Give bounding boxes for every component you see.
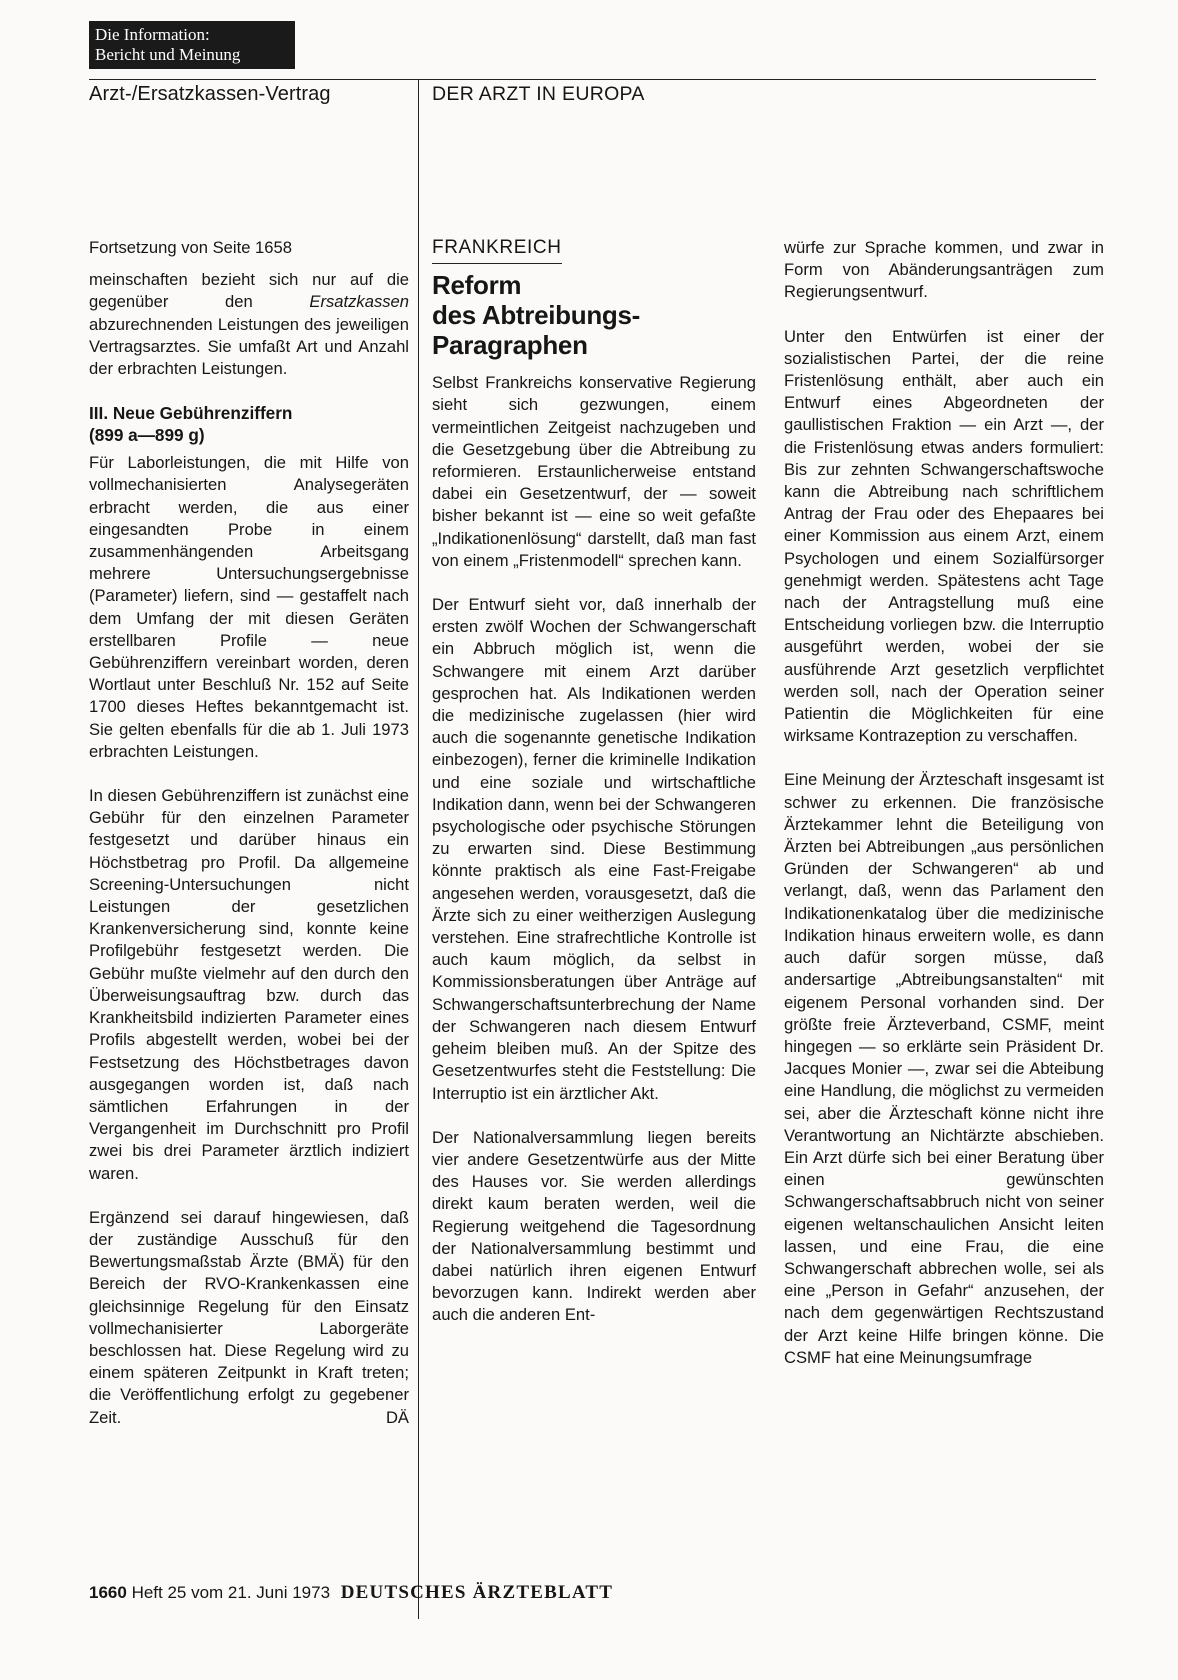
article-kicker: FRANKREICH <box>432 237 562 264</box>
header-rule <box>89 79 1096 80</box>
paragraph <box>89 269 409 380</box>
issue-info: Heft 25 vom 21. Juni 1973 <box>131 1583 331 1602</box>
emphasis-text: Ersatzkassen <box>309 292 409 312</box>
column-divider <box>418 79 419 1619</box>
paragraph: Unter den Entwürfen ist einer der sozialistischen Partei, der die reine Fristenlösung enthält, aber auch ein Entwurf eines Abgeordneten der gaullistischen Fraktion — ein Arzt —, der die Fristenlösung etwas anders formuliert: Bis zur zehnten Schwangerschaftswoche kann die Abtreibung nach schriftlichem Antrag der Frau oder des Ehepaares bei einer Kommission aus einem Arzt, einem Psychologen und einem Sozialfürsorger genehmigt werden. Spätestens acht Tage nach der Antragstellung muß eine Entscheidung vorliegen bzw. die Interruptio ausgeführt werden, wobei der sie ausführende Arzt gesetzlich verpflichtet werden soll, nach der Operation seiner Patientin die Möglichkeiten für eine wirksame Kontrazeption zu verschaffen. <box>784 326 1104 746</box>
paragraph: Selbst Frankreichs konservative Regierung sieht sich gezwungen, einem vermeintlichen Zeitgeist nachzugeben und die Gesetzgebung über die Abtreibung zu reformieren. Erstaunlicherweise entstand dabei ein Gesetzentwurf, der — soweit bisher bekannt ist — eine so weit gefaßte „Indikationenlösung“ darstellt, daß man fast von einem „Fristenmodell“ sprechen kann. <box>432 373 756 570</box>
paragraph <box>89 1207 409 1429</box>
paragraph: Eine Meinung der Ärzteschaft insgesamt ist schwer zu erkennen. Die französische Ärztekammer lehnt die Beteiligung von Ärzten bei Abtreibungen „aus persönlichen Gründen der Schwangeren“ ab und verlangt, daß, wenn das Parlament den Indikationenkatalog über die medizinische Indikation hinaus erweitern wolle, es dann auch dafür sorgen müsse, daß andersartige „Abtreibungsanstalten“ mit eigenem Personal vorhanden sind. Der größte freie Ärzteverband, CSMF, meint hingegen — so erklärte sein Präsident Dr. Jacques Monier —, zwar sei die Abteibung eine Handlung, die möglichst zu vermeiden sei, aber die Ärzteschaft könne nicht ihre Verantwortung an Nichtärzte abschieben. Ein Arzt dürfe sich bei einer Beratung über einen gewünschten Schwangerschaftsabbruch nicht von seiner eigenen weltanschaulichen Ansicht leiten lassen, und eine Frau, die eine Schwangerschaft abbrechen wolle, sei als eine „Person in Gefahr“ anzusehen, der nach dem gegenwärtigen Rechtszustand der Arzt keine Hilfe bringen könne. Die CSMF hat eine Meinungsumfrage <box>784 770 1104 1367</box>
masthead-line-2: Bericht und Meinung <box>95 45 241 64</box>
section-label-left: Arzt-/Ersatzkassen-Vertrag <box>89 83 331 105</box>
page-footer <box>89 1582 613 1604</box>
paragraph: In diesen Gebührenziffern ist zunächst eine Gebühr für den einzelnen Parameter festgesetzt und darüber hinaus ein Höchstbetrag pro Profil. Da allgemeine Screening-Untersuchungen nicht Leistungen der gesetzlichen Krankenversicherung sind, konnte keine Profilgebühr festgesetzt werden. Die Gebühr mußte vielmehr auf den durch den Überweisungsauftrag bzw. durch das Krankheitsbild indizierten Parameter eines Profils abgestellt werden, wobei bei der Festsetzung des Höchstbetrages davon ausgegangen worden ist, daß nach sämtlichen Erfahrungen in der Vergangenheit im Durchschnitt pro Profil zwei bis drei Parameter ärztlich indiziert waren. <box>89 786 409 1183</box>
page-number: 1660 <box>89 1583 127 1602</box>
section-label-right: DER ARZT IN EUROPA <box>432 83 645 105</box>
headline-line-3: Paragraphen <box>432 330 588 361</box>
magazine-title: DEUTSCHES ÄRZTEBLATT <box>340 1582 614 1603</box>
paragraph: Der Nationalversammlung liegen bereits vier andere Gesetzentwürfe aus der Mitte des Hauses vor. Sie werden allerdings direkt kaum beraten werden, weil die Regierung weitgehend die Tagesordnung der Nationalversammlung bestimmt und dabei natürlich ihren eigenen Entwurf bevorzugen kann. Indirekt werden aber auch die anderen Ent- <box>432 1127 756 1325</box>
paragraph: Für Laborleistungen, die mit Hilfe von vollmechanisierten Analysegeräten erbracht werden, die aus einer eingesandten Probe in einem zusammenhängenden Arbeitsgang mehrere Untersuchungsergebnisse (Parameter) liefern, sind — gestaffelt nach dem Umfang der mit diesen Geräten erstellbaren Profile — neue Gebührenziffern vereinbart worden, deren Wortlaut unter Beschluß Nr. 152 auf Seite 1700 dieses Heftes bekanntgemacht ist. Sie gelten ebenfalls für die ab 1. Juli 1973 erbrachten Leistungen. <box>89 453 409 761</box>
subheading-line-2: (899 a—899 g) <box>89 425 205 446</box>
right-article-column-2 <box>784 237 1104 1391</box>
continuation-note: Fortsetzung von Seite 1658 <box>89 238 292 257</box>
paragraph: Der Entwurf sieht vor, daß innerhalb der ersten zwölf Wochen der Schwangerschaft ein Abbruch möglich ist, wenn die Schwangere mit einem Arzt darüber gesprochen hat. Als Indikationen werden die medizinische zugelassen (hier wird auch die sogenannte genetische Indikation einbezogen), ferner die kriminelle Indikation und eine soziale und wirtschaftliche Indikation dann, wenn bei der Schwangeren psychologische oder psychische Störungen zu erwarten sind. Diese Bestimmung könnte praktisch als eine Fast-Freigabe angesehen werden, vorausgesetzt, daß die Ärzte sich zu einer weitherzigen Auslegung verstehen. Eine strafrechtliche Kontrolle ist auch kaum möglich, da selbst in Kommissionsberatungen über Anträge auf Schwangerschaftsunterbrechung der Name der Schwangeren nach diesem Entwurf geheim bleiben muß. An der Spitze des Gesetzentwurfes steht die Feststellung: Die Interruptio ist ein ärztlicher Akt. <box>432 595 756 1103</box>
masthead-line-1: Die Information: <box>95 25 210 44</box>
right-article-column-1 <box>432 237 756 1349</box>
headline-line-1: Reform <box>432 270 522 301</box>
paragraph: würfe zur Sprache kommen, und zwar in Form von Abänderungsanträgen zum Regierungsentwurf. <box>784 238 1104 302</box>
article-headline <box>432 270 756 360</box>
left-article-column <box>89 237 409 1451</box>
paragraph-text: abzurechnenden Leistungen des jeweiligen Vertragsarztes. Sie umfaßt Art und Anzahl der erbrachten Leistungen. <box>89 314 409 379</box>
paragraph-text: Ergänzend sei darauf hingewiesen, daß der zuständige Ausschuß für den Bewertungsmaßstab Ärzte (BMÄ) für den Bereich der RVO-Krankenkassen eine gleichsinnige Regelung für den Einsatz vollmechanisierter Laborgeräte beschlossen hat. Diese Regelung wird zu einem späteren Zeitpunkt in Kraft treten; die Veröffentlichung erfolgt zu gegebener Zeit. <box>89 1207 409 1427</box>
subheading <box>89 402 409 446</box>
paragraph-text: meinschaften bezieht sich nur auf die gegenüber den <box>89 270 409 312</box>
headline-line-2: des Abtreibungs- <box>432 300 641 331</box>
masthead-box <box>89 21 295 69</box>
subheading-line-1: III. Neue Gebührenziffern <box>89 403 293 424</box>
author-signature: DÄ <box>385 1407 409 1427</box>
